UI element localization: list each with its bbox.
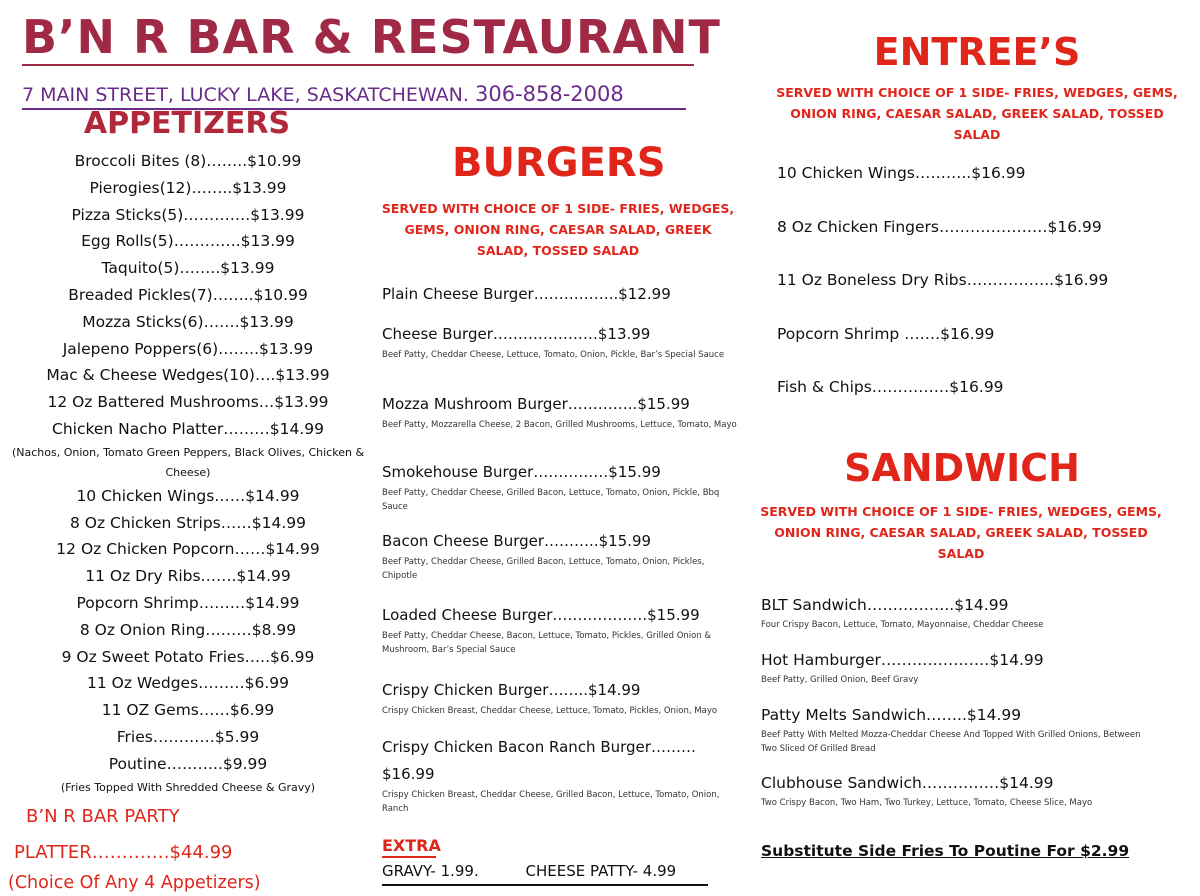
sandwich-sides-note: SERVED WITH CHOICE OF 1 SIDE- FRIES, WEDGES, GEMS, ONION RING, CAESAR SALAD, GREEK SALAD, TOSSED SALAD xyxy=(760,504,1162,561)
substitute-note: Substitute Side Fries To Poutine For $2.99 xyxy=(761,842,1130,860)
item-name: Hot Hamburger…………………$14.99 xyxy=(761,651,1044,669)
menu-item: 11 Oz Boneless Dry Ribs……………..$16.99 xyxy=(777,271,1109,289)
item-name: Clubhouse Sandwich……………$14.99 xyxy=(761,774,1054,792)
menu-item xyxy=(761,702,1181,770)
menu-item: Broccoli Bites (8)……..$10.99 xyxy=(74,152,302,170)
menu-item: Fries…………$5.99 xyxy=(116,727,260,746)
menu-item: Egg Rolls(5)………….$13.99 xyxy=(81,232,295,251)
item-name: Bacon Cheese Burger………..$15.99 xyxy=(382,532,652,550)
party-platter-title: B’N R BAR PARTY xyxy=(26,806,180,827)
restaurant-name: B’N R BAR & RESTAURANT xyxy=(22,10,721,64)
entrees-list xyxy=(777,159,1177,427)
menu-item: 8 Oz Onion Ring………$8.99 xyxy=(79,620,297,639)
menu-item xyxy=(761,647,1181,702)
menu-item: Taquito(5)……..$13.99 xyxy=(101,259,275,278)
entrees-heading: ENTREE’S xyxy=(873,30,1081,74)
item-description: Beef Patty, Cheddar Cheese, Lettuce, Tomato, Onion, Pickle, Bar’s Special Sauce xyxy=(382,350,725,360)
item-description: Crispy Chicken Breast, Cheddar Cheese, Lettuce, Tomato, Pickles, Onion, Mayo xyxy=(382,706,718,716)
extra-cheese-patty: CHEESE PATTY- 4.99 xyxy=(525,862,677,880)
item-name: Mozza Mushroom Burger…………..$15.99 xyxy=(382,395,690,413)
item-description: Beef Patty, Grilled Onion, Beef Gravy xyxy=(761,675,919,685)
menu-item xyxy=(382,280,742,320)
extra-items-underline xyxy=(382,884,708,886)
menu-item: 11 Oz Dry Ribs…….$14.99 xyxy=(85,567,291,586)
title-underline xyxy=(22,64,694,66)
menu-item: 8 Oz Chicken Strips……$14.99 xyxy=(70,513,306,532)
restaurant-phone: 306-858-2008 xyxy=(474,82,624,106)
extra-items xyxy=(382,862,718,880)
menu-item: Pierogies(12)……..$13.99 xyxy=(89,178,287,197)
item-name: Cheese Burger…………………$13.99 xyxy=(382,325,651,343)
extra-heading: EXTRA xyxy=(382,836,441,855)
menu-item xyxy=(382,458,742,527)
menu-item: Breaded Pickles(7)……..$10.99 xyxy=(68,285,308,304)
menu-item: Chicken Nacho Platter………$14.99 xyxy=(52,419,324,438)
menu-item xyxy=(382,601,742,676)
menu-item xyxy=(382,390,742,458)
menu-item: Jalepeno Poppers(6)……..$13.99 xyxy=(62,339,314,358)
burgers-sides-note: SERVED WITH CHOICE OF 1 SIDE- FRIES, WEDGES, GEMS, ONION RING, CAESAR SALAD, GREEK SALAD, TOSSED SALAD xyxy=(381,201,735,258)
menu-item: Poutine………..$9.99 xyxy=(108,754,268,773)
item-description: Crispy Chicken Breast, Cheddar Cheese, Grilled Bacon, Lettuce, Tomato, Onion, Ranch xyxy=(382,790,720,814)
poutine-description: (Fries Topped With Shredded Cheese & Gravy) xyxy=(60,780,316,794)
item-name: Crispy Chicken Burger……..$14.99 xyxy=(382,681,641,699)
item-description: Beef Patty, Cheddar Cheese, Grilled Bacon, Lettuce, Tomato, Onion, Pickle, Bbq Sauce xyxy=(382,488,720,512)
menu-item xyxy=(761,770,1181,810)
menu-item: 8 Oz Chicken Fingers…………………$16.99 xyxy=(777,217,1102,236)
sandwich-heading: SANDWICH xyxy=(844,446,1080,490)
menu-item: 10 Chicken Wings……$14.99 xyxy=(76,486,300,505)
entrees-sides-note: SERVED WITH CHOICE OF 1 SIDE- FRIES, WEDGES, GEMS, ONION RING, CAESAR SALAD, GREEK SALAD, TOSSED SALAD xyxy=(776,85,1178,142)
menu-item: Pizza Sticks(5)………….$13.99 xyxy=(71,205,305,224)
menu-item: Popcorn Shrimp………$14.99 xyxy=(76,593,300,612)
extra-underline xyxy=(382,856,436,858)
menu-item: 9 Oz Sweet Potato Fries…..$6.99 xyxy=(61,647,315,666)
item-description: Two Crispy Bacon, Two Ham, Two Turkey, Lettuce, Tomato, Cheese Slice, Mayo xyxy=(761,798,1093,808)
menu-item: 11 Oz Wedges………$6.99 xyxy=(86,674,290,693)
menu-item xyxy=(382,320,742,390)
menu-item: 12 Oz Battered Mushrooms…$13.99 xyxy=(47,393,329,412)
menu-item xyxy=(382,676,742,734)
nacho-description: (Nachos, Onion, Tomato Green Peppers, Black Olives, Chicken & Cheese) xyxy=(11,445,365,479)
appetizers-heading: APPETIZERS xyxy=(83,106,291,141)
burgers-list xyxy=(382,280,742,816)
item-name: Loaded Cheese Burger……………….$15.99 xyxy=(382,606,700,624)
menu-item: Popcorn Shrimp …….$16.99 xyxy=(777,324,995,343)
party-platter-price: PLATTER………….$44.99 xyxy=(14,842,233,863)
menu-item: 10 Chicken Wings………..$16.99 xyxy=(777,164,1026,182)
party-platter-note: (Choice Of Any 4 Appetizers) xyxy=(8,873,261,893)
item-name: Smokehouse Burger……………$15.99 xyxy=(382,463,661,481)
item-description: Four Crispy Bacon, Lettuce, Tomato, Mayonnaise, Cheddar Cheese xyxy=(761,620,1044,630)
item-description: Beef Patty, Cheddar Cheese, Grilled Bacon, Lettuce, Tomato, Onion, Pickles, Chipotle xyxy=(382,557,705,581)
menu-item xyxy=(761,592,1181,647)
item-name: BLT Sandwich……………..$14.99 xyxy=(761,596,1009,614)
menu-item: 12 Oz Chicken Popcorn……$14.99 xyxy=(56,540,320,559)
appetizers-list xyxy=(10,148,366,798)
item-name: Plain Cheese Burger……………..$12.99 xyxy=(382,285,671,303)
item-description: Beef Patty, Mozzarella Cheese, 2 Bacon, Grilled Mushrooms, Lettuce, Tomato, Mayo xyxy=(382,420,737,430)
item-description: Beef Patty With Melted Mozza-Cheddar Cheese And Topped With Grilled Onions, Between Two Sliced Of Grilled Bread xyxy=(761,730,1141,754)
menu-item: Mozza Sticks(6)…….$13.99 xyxy=(82,312,294,331)
menu-item xyxy=(382,527,742,601)
menu-item: 11 OZ Gems……$6.99 xyxy=(101,701,275,720)
extra-gravy: GRAVY- 1.99. xyxy=(382,862,479,880)
restaurant-address: 7 MAIN STREET, LUCKY LAKE, SASKATCHEWAN. xyxy=(22,84,469,106)
menu-item: Fish & Chips……………$16.99 xyxy=(777,378,1004,396)
item-description: Beef Patty, Cheddar Cheese, Bacon, Lettuce, Tomato, Pickles, Grilled Onion & Mushroom, Bar’s Special Sauce xyxy=(382,631,712,655)
burgers-heading: BURGERS xyxy=(452,140,666,186)
item-name: Crispy Chicken Bacon Ranch Burger……… $16.99 xyxy=(382,738,696,783)
menu-item: Mac & Cheese Wedges(10)….$13.99 xyxy=(46,366,330,385)
item-name: Patty Melts Sandwich……..$14.99 xyxy=(761,706,1022,724)
restaurant-address-line xyxy=(22,82,624,106)
menu-item xyxy=(382,734,742,816)
sandwich-list xyxy=(761,592,1181,810)
